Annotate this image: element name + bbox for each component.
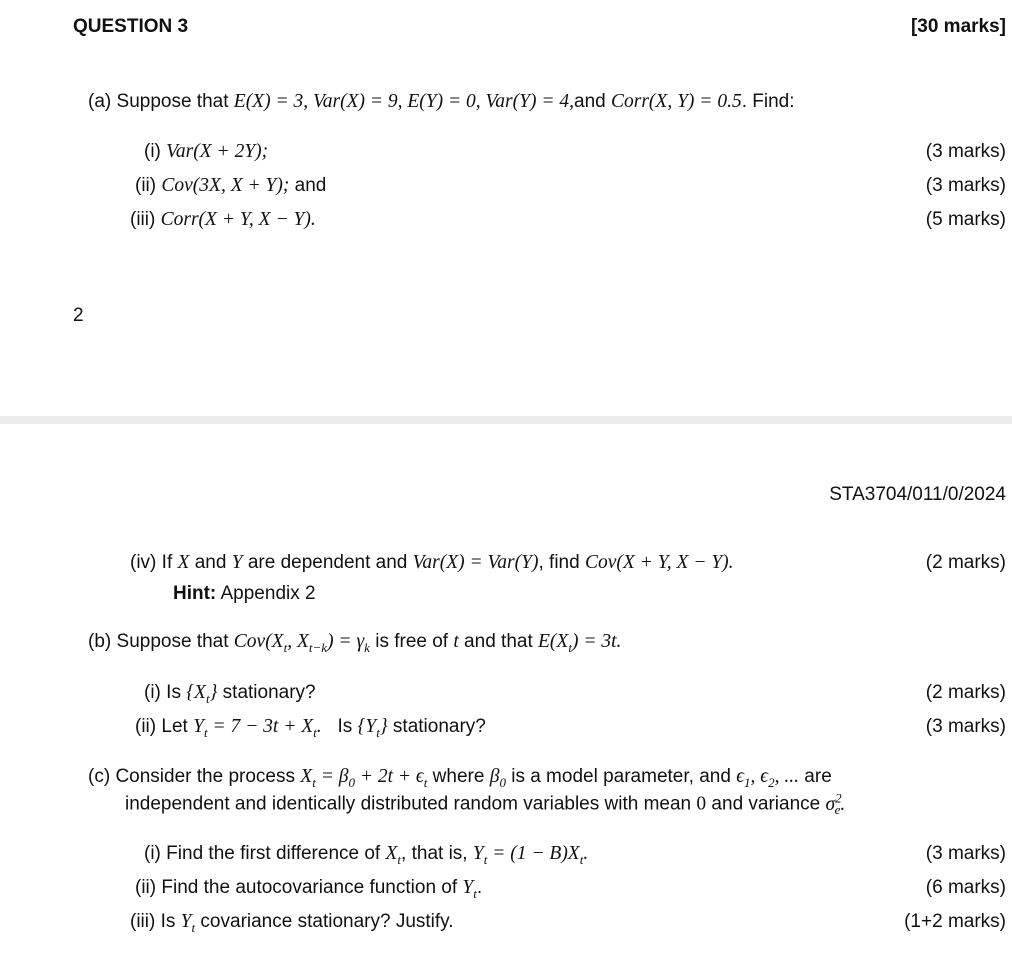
item-math: Cov(3X, X + Y); [161, 175, 290, 196]
item-math: $Cov(X_t$, $X_{t-k}) = \gamma_k$ [233, 631, 370, 655]
item-number: (iii) [130, 911, 156, 932]
item-text: Let [161, 716, 194, 737]
item-text: If [161, 552, 178, 573]
item-text: are [799, 766, 832, 787]
item-text: Is [337, 716, 358, 737]
item-math: t [453, 631, 459, 652]
item-number: (iv) [130, 552, 157, 573]
item-marks: (2 marks) [925, 552, 1006, 573]
item-text: and that [458, 631, 539, 652]
item-marks: (1+2 marks) [904, 911, 1006, 932]
item-math: $Y_t = 7 - 3t + X_t$. [193, 716, 322, 740]
item-math: $\beta_0$ [489, 766, 506, 790]
item-text: where [427, 766, 490, 787]
item-math: $E(X_t) = 3t$. [538, 631, 622, 655]
question-item [135, 716, 486, 741]
part-c-stem-line2 [125, 790, 845, 818]
item-text: , find [538, 552, 585, 573]
item-math: $\{X_t\}$ [186, 682, 218, 706]
item-math: $\sigma^2_e$. [825, 790, 846, 818]
course-code: STA3704/011/0/2024 [829, 484, 1006, 505]
total-marks: [30 marks] [910, 16, 1006, 37]
question-item [130, 209, 316, 231]
part-a-text: Suppose that [116, 91, 234, 112]
item-number: (ii) [135, 716, 157, 737]
item-number: (ii) [135, 175, 157, 196]
item-number: (i) [144, 843, 161, 864]
item-marks: (6 marks) [925, 877, 1006, 898]
question-heading: QUESTION 3 [73, 16, 189, 37]
part-a-label: (a) [88, 91, 112, 112]
item-math: Var(X) = Var(Y) [412, 552, 539, 573]
item-number: (ii) [135, 877, 157, 898]
item-text: and variance [706, 793, 826, 815]
question-item [144, 141, 268, 163]
item-text: Is [160, 911, 181, 932]
question-item [144, 843, 588, 868]
question-item [135, 877, 482, 902]
question-item [130, 911, 454, 936]
part-b-stem [88, 631, 621, 656]
item-text: is a model parameter, and [505, 766, 737, 787]
item-marks: (3 marks) [925, 716, 1006, 737]
item-math: $X_t = \beta_0 + 2t + \epsilon_t$ [300, 766, 428, 790]
item-text: Find the autocovariance function of [161, 877, 463, 898]
item-math: $Y_t = (1 - B)X_t$. [472, 843, 589, 867]
page-number: 2 [73, 305, 84, 326]
part-a-stem [88, 91, 795, 113]
item-math: $Y_t$ [180, 911, 196, 935]
item-text: . [476, 877, 483, 898]
page-divider [0, 416, 1012, 424]
item-number: (iii) [130, 209, 156, 230]
item-math: $Y_t$ [462, 877, 477, 901]
part-a-iv [130, 552, 734, 574]
part-a-math-2: Corr(X, Y) = 0.5 [611, 91, 742, 112]
item-text: are dependent and [242, 552, 413, 573]
hint [173, 583, 316, 605]
part-c-label: (c) [88, 766, 111, 787]
item-number: (i) [144, 141, 161, 162]
item-math: $\epsilon_1$, $\epsilon_2$, ... [736, 766, 800, 790]
hint-label: Hint: [173, 583, 217, 604]
question-item [135, 175, 326, 197]
item-text: Find the first difference of [166, 843, 386, 864]
item-text: covariance stationary? Justify. [195, 911, 454, 932]
item-text: and [289, 175, 327, 196]
item-math: $\{Y_t\}$ [357, 716, 388, 740]
item-math: $X_t$ [385, 843, 402, 867]
item-text: stationary? [217, 682, 316, 703]
item-math: Cov(X + Y, X − Y). [584, 552, 734, 573]
item-math: Corr(X + Y, X − Y). [160, 209, 316, 230]
item-text: Consider the process [115, 766, 301, 787]
item-text: independent and identically distributed random variables with mean [125, 793, 697, 815]
item-text: Is [166, 682, 187, 703]
item-number-value: 0 [696, 793, 707, 815]
part-a-math: E(X) = 3, Var(X) = 9, E(Y) = 0, Var(Y) = 4, [233, 91, 575, 112]
item-marks: (5 marks) [925, 209, 1006, 230]
item-marks: (3 marks) [925, 141, 1006, 162]
part-c-stem [88, 766, 832, 791]
item-math: X [177, 552, 190, 573]
item-text: is free of [369, 631, 454, 652]
item-text: stationary? [387, 716, 486, 737]
item-marks: (3 marks) [925, 175, 1006, 196]
question-item [144, 682, 316, 707]
hint-text: Appendix 2 [220, 583, 316, 604]
part-a-and: and [574, 91, 611, 112]
item-text: Suppose that [116, 631, 234, 652]
item-marks: (2 marks) [925, 682, 1006, 703]
item-math: Y [231, 552, 243, 573]
item-number: (i) [144, 682, 161, 703]
item-text: and [189, 552, 232, 573]
item-text: , that is, [401, 843, 473, 864]
item-marks: (3 marks) [925, 843, 1006, 864]
part-a-find: . Find: [741, 91, 795, 112]
part-b-label: (b) [88, 631, 112, 652]
item-math: Var(X + 2Y); [166, 141, 269, 162]
